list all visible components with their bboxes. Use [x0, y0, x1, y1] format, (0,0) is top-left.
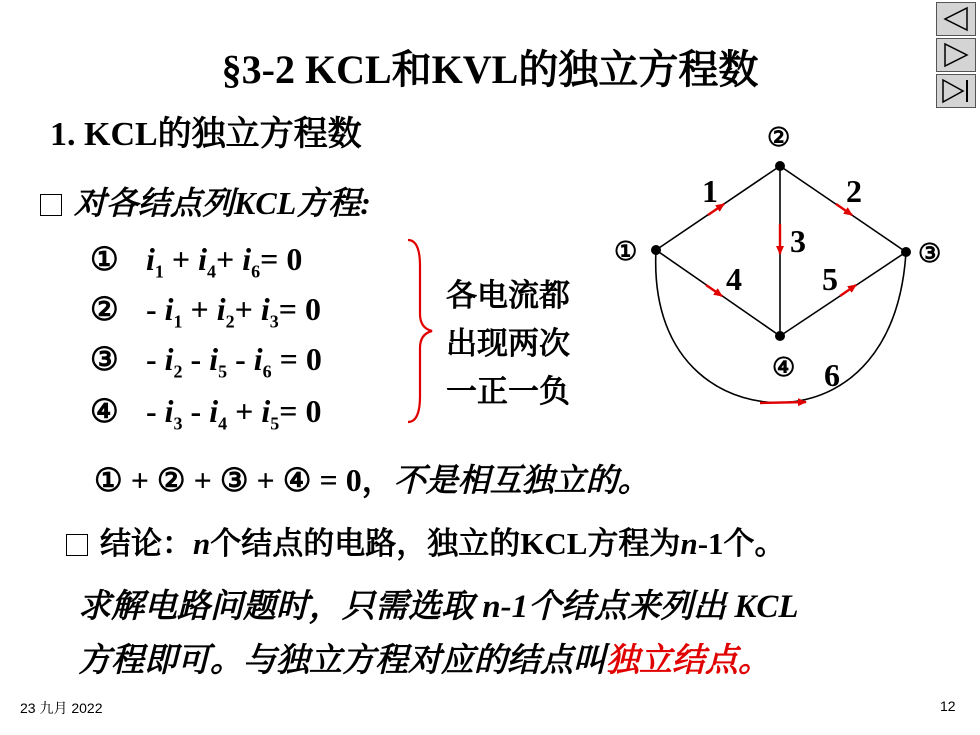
current-var: i — [261, 393, 271, 429]
page-number: 12 — [940, 698, 956, 714]
triangle-left-icon — [937, 3, 975, 35]
equals-zero: = 0 — [279, 393, 322, 429]
var-n: n — [680, 526, 698, 561]
var-n: n — [193, 526, 211, 561]
circuit-graph — [600, 118, 980, 418]
operator: - — [146, 341, 165, 377]
subscript: 5 — [218, 361, 228, 382]
branch-label: 5 — [822, 261, 838, 297]
equals-zero: = 0 — [260, 241, 303, 277]
subscript: 6 — [251, 261, 261, 282]
note-line: 各电流都 — [446, 278, 570, 313]
kcl-equation — [90, 392, 321, 434]
solve-text: 方程即可。与独立方程对应的结点叫 — [78, 643, 606, 679]
node-marker: ③ — [90, 341, 119, 377]
node-label: ② — [767, 123, 791, 152]
conclusion-text: 个结点的电路，独立的KCL方程为 — [210, 526, 681, 561]
equals-zero: = 0 — [271, 341, 322, 377]
current-var: i — [209, 341, 219, 377]
subscript: 4 — [218, 413, 228, 434]
node-label: ④ — [772, 353, 796, 382]
sum-line — [94, 455, 650, 501]
current-var: i — [198, 241, 208, 277]
subscript: 3 — [269, 311, 279, 332]
subscript: 4 — [207, 261, 217, 282]
conclusion-prefix: 结论： — [100, 526, 193, 561]
subscript: 3 — [173, 413, 183, 434]
kcl-equation — [90, 240, 302, 282]
operator: - — [182, 341, 210, 377]
operator: - — [146, 393, 165, 429]
kcl-equation — [90, 290, 321, 332]
current-var: i — [146, 241, 155, 277]
node-marker: ① — [90, 241, 119, 277]
equals-zero: = 0 — [278, 291, 322, 327]
note-line: 出现两次 — [446, 326, 570, 361]
operator: + — [227, 393, 262, 429]
node-dot — [901, 247, 911, 257]
branch-label: 4 — [726, 261, 742, 297]
node-marker: ④ — [90, 393, 119, 429]
subscript: 2 — [173, 361, 183, 382]
operator: + — [234, 291, 261, 327]
right-brace — [404, 236, 434, 426]
bullet-item — [40, 178, 371, 224]
branch-label: 2 — [846, 173, 862, 209]
branch-4-arrow — [706, 285, 722, 296]
node-dot — [651, 245, 661, 255]
operator: + — [163, 241, 199, 277]
operator: + — [182, 291, 217, 327]
current-var: i — [260, 291, 270, 327]
branch-label: 1 — [702, 173, 718, 209]
current-var: i — [216, 291, 226, 327]
section-heading: 1. KCL的独立方程数 — [50, 116, 362, 153]
current-var: i — [164, 393, 174, 429]
node-label: ③ — [918, 239, 942, 268]
sum-remark: 不是相互独立的。 — [393, 462, 650, 498]
slide-title: §3-2 KCL和KVL的独立方程数 — [221, 47, 759, 92]
operator: - — [182, 393, 210, 429]
operator: + — [216, 241, 243, 277]
square-bullet-icon — [40, 194, 62, 216]
current-var: i — [164, 341, 174, 377]
subscript: 1 — [173, 311, 183, 332]
footer-date: 23 九月 2022 — [20, 700, 103, 716]
current-var: i — [242, 241, 252, 277]
kcl-equation — [90, 340, 322, 382]
note-line: 一正一负 — [446, 374, 570, 409]
solve-line-1: 求解电路问题时，只需选取 n-1个结点来列出 KCL — [78, 589, 799, 625]
node-marker: ② — [90, 291, 119, 327]
operator: - — [227, 341, 254, 377]
node-dot — [775, 331, 785, 341]
subscript: 5 — [270, 413, 280, 434]
branch-5-arrow — [840, 285, 856, 296]
conclusion — [66, 518, 786, 563]
conclusion-suffix: -1个。 — [697, 526, 786, 561]
node-label: ① — [614, 237, 638, 266]
node-dot — [775, 161, 785, 171]
independent-node-term: 独立结点。 — [606, 643, 771, 679]
subscript: 1 — [154, 261, 164, 282]
branch-6-arrow — [760, 402, 806, 403]
sum-expression: ① + ② + ③ + ④ = 0， — [94, 462, 394, 498]
operator: - — [146, 291, 165, 327]
subscript: 6 — [262, 361, 272, 382]
solve-line-2 — [78, 634, 771, 681]
square-bullet-icon — [66, 534, 88, 556]
current-var: i — [253, 341, 263, 377]
subscript: 2 — [225, 311, 235, 332]
prev-slide-button[interactable] — [936, 2, 976, 36]
current-var: i — [164, 291, 174, 327]
branch-label: 6 — [824, 357, 840, 393]
branch-label: 3 — [790, 223, 806, 259]
bullet-text: 对各结点列KCL方程: — [74, 185, 371, 221]
current-var: i — [209, 393, 219, 429]
